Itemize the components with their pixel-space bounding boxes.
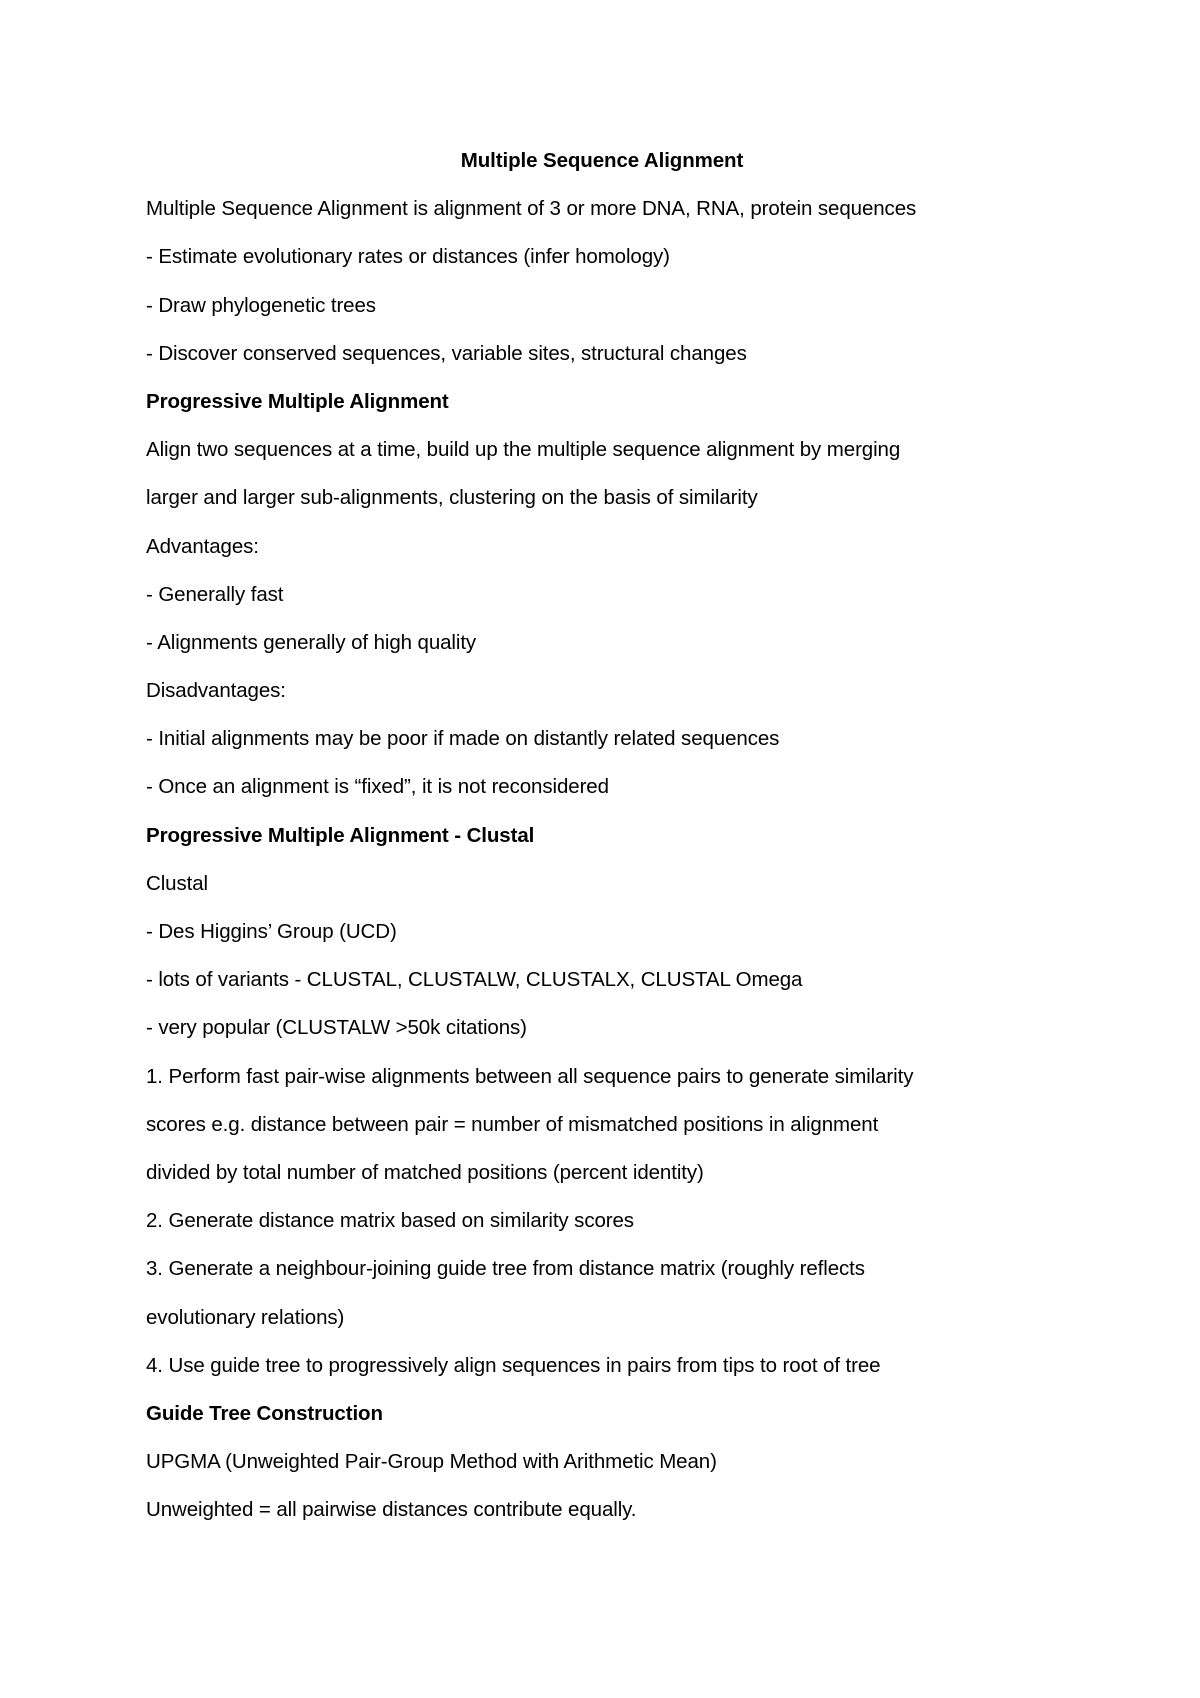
paragraph-line: Unweighted = all pairwise distances contribute equally.: [146, 1498, 637, 1522]
section-heading: Progressive Multiple Alignment: [146, 389, 449, 413]
numbered-step-line: 3. Generate a neighbour-joining guide tree from distance matrix (roughly reflects: [146, 1257, 865, 1281]
document-body: [146, 146, 1046, 1543]
paragraph-line: Align two sequences at a time, build up the multiple sequence alignment by merging: [146, 438, 901, 462]
paragraph-line: larger and larger sub-alignments, clustering on the basis of similarity: [146, 486, 758, 510]
bullet-line: - Discover conserved sequences, variable sites, structural changes: [146, 341, 747, 365]
bullet-line: - Alignments generally of high quality: [146, 630, 477, 654]
numbered-step-line: 2. Generate distance matrix based on similarity scores: [146, 1209, 634, 1233]
bullet-line: - Generally fast: [146, 582, 284, 606]
bullet-line: - lots of variants - CLUSTAL, CLUSTALW, CLUSTALX, CLUSTAL Omega: [146, 968, 803, 992]
section-heading: Guide Tree Construction: [146, 1401, 383, 1425]
bullet-line: - Draw phylogenetic trees: [146, 293, 376, 317]
subheading-line: Advantages:: [146, 534, 259, 558]
intro-line: Multiple Sequence Alignment is alignment of 3 or more DNA, RNA, protein sequences: [146, 197, 917, 221]
paragraph-line: Clustal: [146, 871, 208, 895]
subheading-line: Disadvantages:: [146, 679, 286, 703]
paragraph-line: evolutionary relations): [146, 1305, 345, 1329]
bullet-line: - Estimate evolutionary rates or distances (infer homology): [146, 245, 670, 269]
bullet-line: - Initial alignments may be poor if made on distantly related sequences: [146, 727, 780, 751]
bullet-line: - very popular (CLUSTALW >50k citations): [146, 1016, 527, 1040]
paragraph-line: scores e.g. distance between pair = number of mismatched positions in alignment: [146, 1112, 879, 1136]
document-title: Multiple Sequence Alignment: [460, 149, 744, 172]
paragraph-line: UPGMA (Unweighted Pair-Group Method with Arithmetic Mean): [146, 1450, 717, 1474]
paragraph-line: divided by total number of matched positions (percent identity): [146, 1160, 704, 1184]
section-heading: Progressive Multiple Alignment - Clustal: [146, 823, 535, 847]
bullet-line: - Once an alignment is “fixed”, it is not reconsidered: [146, 775, 609, 799]
bullet-line: - Des Higgins’ Group (UCD): [146, 920, 397, 943]
numbered-step-line: 1. Perform fast pair-wise alignments between all sequence pairs to generate similarity: [146, 1064, 914, 1088]
numbered-step-line: 4. Use guide tree to progressively align sequences in pairs from tips to root of tree: [146, 1353, 881, 1377]
